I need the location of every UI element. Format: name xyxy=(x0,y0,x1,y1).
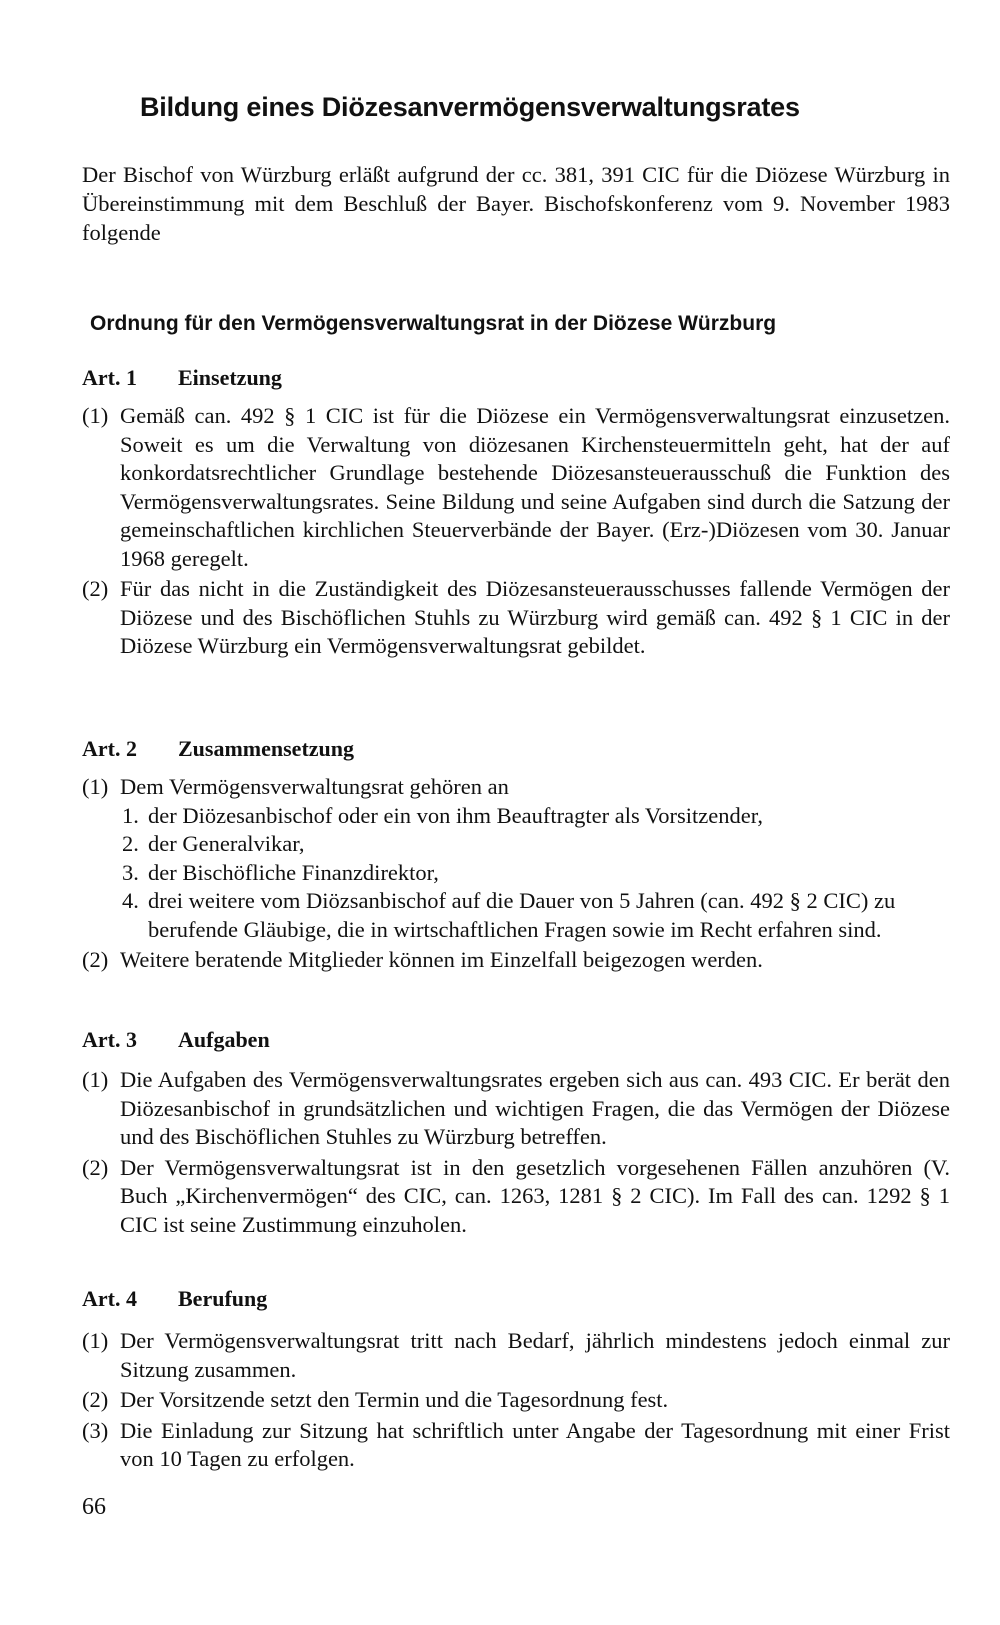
paragraph-number: (1) xyxy=(82,1067,109,1092)
paragraph xyxy=(82,1066,950,1152)
paragraph-number: (2) xyxy=(82,947,109,972)
paragraph xyxy=(82,773,950,802)
article-heading xyxy=(82,364,950,392)
article-title: Berufung xyxy=(178,1286,268,1311)
list-text: der Bischöfliche Finanzdirektor, xyxy=(148,859,439,885)
article-title: Einsetzung xyxy=(178,365,282,390)
paragraph-text: Die Aufgaben des Vermögensverwaltungsrates ergeben sich aus can. 493 CIC. Er berät den Diözesanbischof in grundsätzlichen und wichtigen Fragen, die das Vermögen der Diözese und des Bischöflichen Stuhles zu Würzburg betreffen. xyxy=(120,1067,950,1149)
intro-paragraph: Der Bischof von Würzburg erläßt aufgrund der cc. 381, 391 CIC für die Diözese Würzburg in Übereinstimmung mit dem Beschluß der Bayer. Bischofskonferenz vom 9. November 1983 folgende xyxy=(82,162,950,245)
paragraph-text: Gemäß can. 492 § 1 CIC ist für die Diözese ein Vermögensverwaltungsrat einzusetzen. Soweit es um die Verwaltung von diözesanen Kirchensteuermitteln geht, hat der auf konkordatsrechtlicher Grundlage bestehende Diözesansteuerausschuß die Funktion des Vermögensverwaltungsrates. Seine Bildung und seine Aufgaben sind durch die Satzung der gemeinschaftlichen kirchlichen Steuerverbände der Bayer. (Erz-)Diözesen vom 30. Januar 1968 geregelt. xyxy=(120,403,950,571)
paragraph xyxy=(82,946,950,975)
article-3 xyxy=(82,1026,950,1239)
paragraph-number: (1) xyxy=(82,774,109,799)
list-text: der Diözesanbischof oder ein von ihm Beauftragter als Vorsitzender, xyxy=(148,802,763,828)
paragraph xyxy=(82,1386,950,1415)
list-item xyxy=(122,887,950,944)
list-text: der Generalvikar, xyxy=(148,831,305,856)
article-number: Art. 4 xyxy=(82,1286,137,1311)
paragraph-number: (1) xyxy=(82,403,109,428)
paragraph xyxy=(82,575,950,661)
article-number: Art. 2 xyxy=(82,736,137,761)
list-number: 4. xyxy=(122,888,139,913)
list-number: 2. xyxy=(122,831,139,856)
paragraph-number: (2) xyxy=(82,1154,109,1180)
paragraph-text: Für das nicht in die Zuständigkeit des Diözesansteuerausschusses fallende Vermögen der Diözese und des Bischöflichen Stuhls zu Würzburg wird gemäß can. 492 § 1 CIC in der Diözese Würzburg ein Vermögensverwaltungsrat gebildet. xyxy=(120,576,950,658)
paragraph-number: (2) xyxy=(82,576,109,601)
page-number: 66 xyxy=(82,1494,106,1520)
paragraph-text: Der Vermögensverwaltungsrat tritt nach Bedarf, jährlich mindestens jedoch einmal zur Sitzung zusammen. xyxy=(120,1328,950,1382)
article-1 xyxy=(82,364,950,661)
paragraph xyxy=(82,1154,950,1240)
article-heading xyxy=(82,1285,950,1313)
paragraph xyxy=(82,1417,950,1474)
list-item xyxy=(122,859,950,888)
paragraph-text: Weitere beratende Mitglieder können im Einzelfall beigezogen werden. xyxy=(120,947,763,972)
list-text: drei weitere vom Diözsanbischof auf die Dauer von 5 Jahren (can. 492 § 2 CIC) zu berufende Gläubige, die in wirtschaftlichen Fragen sowie im Recht erfahren sind. xyxy=(148,888,896,942)
article-2 xyxy=(82,735,950,975)
article-heading xyxy=(82,1026,950,1054)
list-number: 1. xyxy=(122,802,139,828)
paragraph xyxy=(82,1327,950,1384)
paragraph-text: Dem Vermögensverwaltungsrat gehören an xyxy=(120,774,509,799)
paragraph-number: (1) xyxy=(82,1328,109,1353)
list-item xyxy=(122,802,950,831)
article-number: Art. 1 xyxy=(82,365,137,390)
paragraph-number: (2) xyxy=(82,1387,109,1412)
article-heading xyxy=(82,735,950,763)
list-number: 3. xyxy=(122,859,139,885)
article-title: Aufgaben xyxy=(178,1027,270,1052)
paragraph-text: Der Vermögensverwaltungsrat ist in den gesetzlich vorgesehenen Fällen anzuhören (V. Buch „Kirchenvermögen“ des CIC, can. 1263, 1281 § 2 CIC). Im Fall des can. 1292 § 1 CIC ist seine Zustimmung einzuholen. xyxy=(120,1154,950,1237)
paragraph-number: (3) xyxy=(82,1417,109,1443)
list-item xyxy=(122,830,950,859)
article-4 xyxy=(82,1285,950,1474)
paragraph-text: Die Einladung zur Sitzung hat schriftlich unter Angabe der Tagesordnung mit einer Frist von 10 Tagen zu erfolgen. xyxy=(120,1417,950,1471)
article-title: Zusammensetzung xyxy=(178,736,355,761)
page-title: Bildung eines Diözesanvermögensverwaltungsrates xyxy=(140,92,800,122)
paragraph xyxy=(82,402,950,573)
member-list xyxy=(82,802,950,945)
ordinance-title: Ordnung für den Vermögensverwaltungsrat in der Diözese Würzburg xyxy=(90,312,777,335)
article-number: Art. 3 xyxy=(82,1027,137,1052)
paragraph-text: Der Vorsitzende setzt den Termin und die Tagesordnung fest. xyxy=(120,1387,669,1412)
